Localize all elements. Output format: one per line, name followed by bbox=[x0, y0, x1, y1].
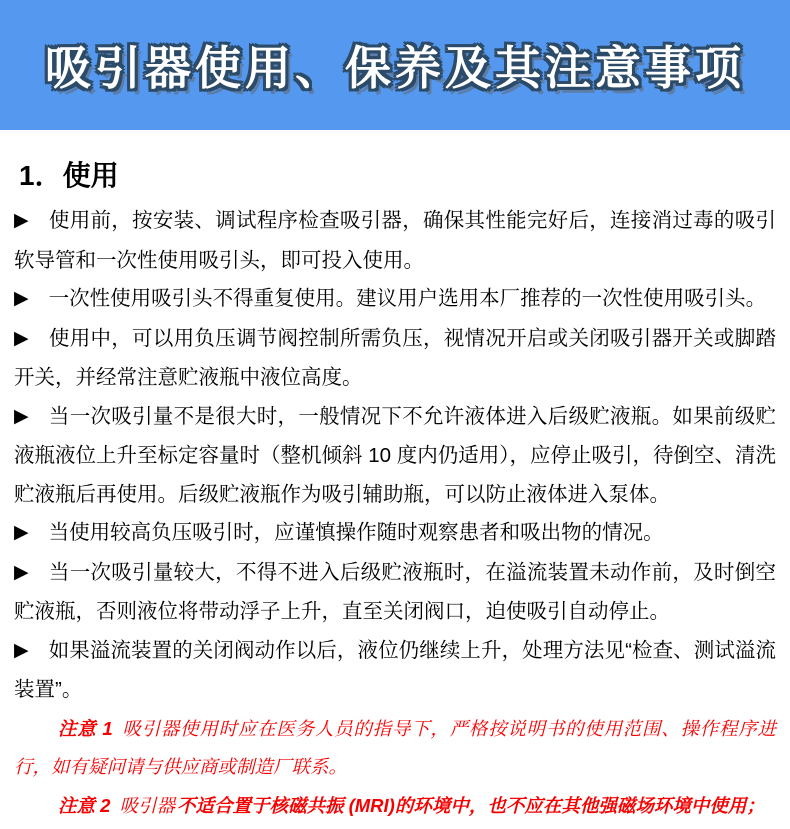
triangle-bullet-icon: ▶ bbox=[14, 288, 29, 309]
page-title: 吸引器使用、保养及其注意事项 bbox=[45, 42, 745, 94]
triangle-bullet-icon: ▶ bbox=[14, 327, 29, 349]
triangle-bullet-icon: ▶ bbox=[14, 405, 29, 427]
triangle-bullet-icon: ▶ bbox=[14, 522, 29, 543]
note-1-body: 吸引器使用时应在医务人员的指导下，严格按说明书的使用范围、操作程序进行，如有疑问请与供应商或制造厂联系。 bbox=[14, 717, 776, 777]
document-body bbox=[0, 130, 790, 825]
paragraph-text: 当一次吸引量较大，不得不进入后级贮液瓶时，在溢流装置未动作前，及时倒空贮液瓶，否则液位将带动浮子上升，直至关闭阀口，迫使吸引自动停止。 bbox=[14, 560, 776, 623]
note-2-warning: 不适合置于核磁共振 (MRI)的环境中，也不应在其他强磁场环境中使用； bbox=[176, 794, 765, 816]
bullet-paragraph bbox=[14, 514, 776, 554]
bullet-paragraph bbox=[14, 398, 776, 515]
paragraph-text: 一次性使用吸引头不得重复使用。建议用户选用本厂推荐的一次性使用吸引头。 bbox=[48, 287, 767, 310]
paragraph-text: 当使用较高负压吸引时，应谨慎操作随时观察患者和吸出物的情况。 bbox=[48, 521, 664, 544]
bullet-paragraph bbox=[14, 280, 776, 320]
title-banner bbox=[0, 0, 790, 130]
note-1 bbox=[14, 710, 776, 787]
note-2-prefix: 注意 2 bbox=[58, 794, 111, 816]
triangle-bullet-icon: ▶ bbox=[14, 561, 29, 583]
note-1-prefix: 注意 1 bbox=[58, 717, 113, 739]
paragraph-text: 使用中，可以用负压调节阀控制所需负压，视情况开启或关闭吸引器开关或脚踏开关，并经常注意贮液瓶中液位高度。 bbox=[14, 326, 776, 389]
bullet-paragraph bbox=[14, 554, 776, 632]
paragraph-text: 使用前，按安装、调试程序检查吸引器，确保其性能完好后，连接消过毒的吸引软导管和一次性使用吸引头，即可投入使用。 bbox=[14, 209, 776, 272]
section-heading: 1．使用 bbox=[19, 160, 119, 191]
paragraph-text: 如果溢流装置的关闭阀动作以后，液位仍继续上升，处理方法见“检查、测试溢流装置”。 bbox=[14, 638, 776, 701]
paragraph-text: 当一次吸引量不是很大时，一般情况下不允许液体进入后级贮液瓶。如果前级贮液瓶液位上升至标定容量时（整机倾斜 10 度内仍适用），应停止吸引，待倒空、清洗贮液瓶后再使用。后级贮液瓶作为吸引辅助瓶，可以防止液体进入泵体。 bbox=[14, 404, 776, 506]
bullet-paragraph bbox=[14, 202, 776, 280]
triangle-bullet-icon: ▶ bbox=[14, 639, 29, 661]
note-2 bbox=[14, 787, 776, 826]
bullet-paragraph bbox=[14, 632, 776, 710]
bullet-paragraph bbox=[14, 320, 776, 398]
note-2-subject: 吸引器 bbox=[119, 794, 175, 816]
triangle-bullet-icon: ▶ bbox=[14, 210, 29, 231]
